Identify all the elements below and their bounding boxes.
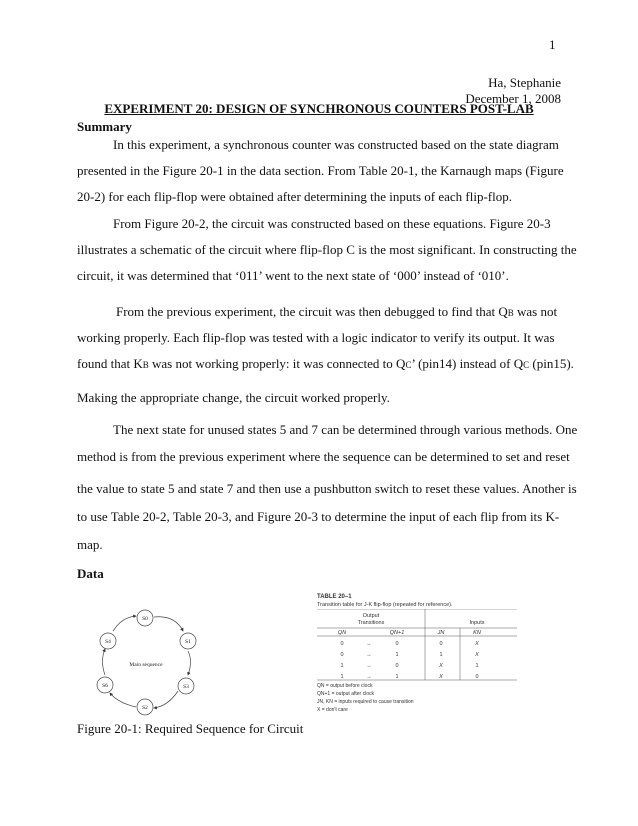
table-cell: 0 [340,641,344,647]
table-col-header: QN+1 [389,630,405,636]
table-note: JN, KN = inputs required to cause transition [317,699,414,705]
paragraph-line: working properly. Each flip-flop was tested with a logic indicator to verify its output. It was [77,330,555,345]
table-group-label: Transitions [357,620,385,626]
paragraph-line: From Figure 20-2, the circuit was constructed based on these equations. Figure 20-3 [113,216,551,231]
table-cell: X [475,641,479,647]
subscript: C [405,360,412,370]
table-group-label: Output [362,613,380,619]
table-note: X = don't care [317,707,348,713]
table-cell: X [439,674,443,680]
table-cell: 1 [395,652,399,658]
paragraph-line: Making the appropriate change, the circuit worked properly. [77,390,390,405]
transition-table-figure [317,594,517,714]
paragraph-line: method is from the previous experiment where the sequence can be determined to set and reset [77,449,570,464]
table-col-header: KN [473,630,481,636]
text-run: was not working properly: it was connected to Q [148,356,406,371]
author-name: Ha, Stephanie [488,75,561,90]
table-cell: → [366,641,372,647]
summary-heading: Summary [77,119,132,134]
table-cell: 1 [475,663,479,669]
state-label: S3 [183,684,189,690]
text-run: (pin15). [529,356,574,371]
transition-table [317,609,517,681]
text-run: found that K [77,356,143,371]
table-cell: 0 [340,652,344,658]
table-cell: 0 [439,641,443,647]
table-cell: 0 [395,663,399,669]
figure-caption: Figure 20-1: Required Sequence for Circuit [77,721,304,736]
table-title: TABLE 20–1 [317,594,352,600]
table-cell: 0 [395,641,399,647]
author-date: December 1, 2008 [465,91,561,106]
table-note: QN = output before clock [317,683,373,689]
table-note: QN+1 = output after clock [317,691,374,697]
data-heading: Data [77,566,104,581]
page-number: 1 [549,37,556,52]
paragraph-line [77,356,574,372]
paragraph-line: 20-2) for each flip-flop were obtained after determining the inputs of each flip-flop. [77,189,512,204]
text-run: From the previous experiment, the circuit was then debugged to find that Q [116,304,508,319]
state-label: S0 [142,616,148,622]
table-cell: → [366,663,372,669]
table-cell: 1 [439,652,443,658]
paragraph-line: The next state for unused states 5 and 7 can be determined through various methods. One [113,422,578,437]
table-col-header: QN [337,630,347,636]
paragraph-line: In this experiment, a synchronous counter was constructed based on the state diagram [113,137,559,152]
table-cell: → [366,652,372,658]
text-run: was not [513,304,558,319]
state-label: S6 [102,683,108,689]
paragraph-line [116,304,557,320]
subscript: B [142,360,149,370]
table-cell: 1 [395,674,399,680]
table-cell: X [475,652,479,658]
paragraph-line: illustrates a schematic of the circuit where flip-flop C is the most significant. In constructing the [77,242,577,257]
table-cell: 1 [340,674,344,680]
table-cell: X [439,663,443,669]
text-run: ’ (pin14) instead of Q [411,356,524,371]
table-subtitle: Transition table for J-K flip-flop (repeated for reference). [317,602,453,608]
state-label: S2 [142,705,148,711]
paragraph-line: to use Table 20-2, Table 20-3, and Figure 20-3 to determine the input of each flip from its K- [77,509,560,524]
table-cell: 0 [475,674,479,680]
table-col-header: JN [437,630,445,636]
state-label: S1 [185,639,191,645]
table-group-label: Inputs [469,620,485,626]
paragraph-line: the value to state 5 and state 7 and then use a pushbutton switch to reset these values. Another is [77,481,577,496]
subscript: C [523,360,530,370]
diagram-center-label: Main sequence [129,662,163,668]
subscript: B [507,308,514,318]
table-cell: → [366,674,372,680]
table-cell: 1 [340,663,344,669]
state-label: S4 [105,639,111,645]
state-diagram [90,605,220,717]
paragraph-line: circuit, it was determined that ‘011’ went to the next state of ‘000’ instead of ‘010’. [77,268,509,283]
paragraph-line: presented in the Figure 20-1 in the data section. From Table 20-1, the Karnaugh maps (Figure [77,163,564,178]
paragraph-line: map. [77,537,103,552]
document-title: EXPERIMENT 20: DESIGN OF SYNCHRONOUS COUNTERS POST-LAB [104,101,534,116]
